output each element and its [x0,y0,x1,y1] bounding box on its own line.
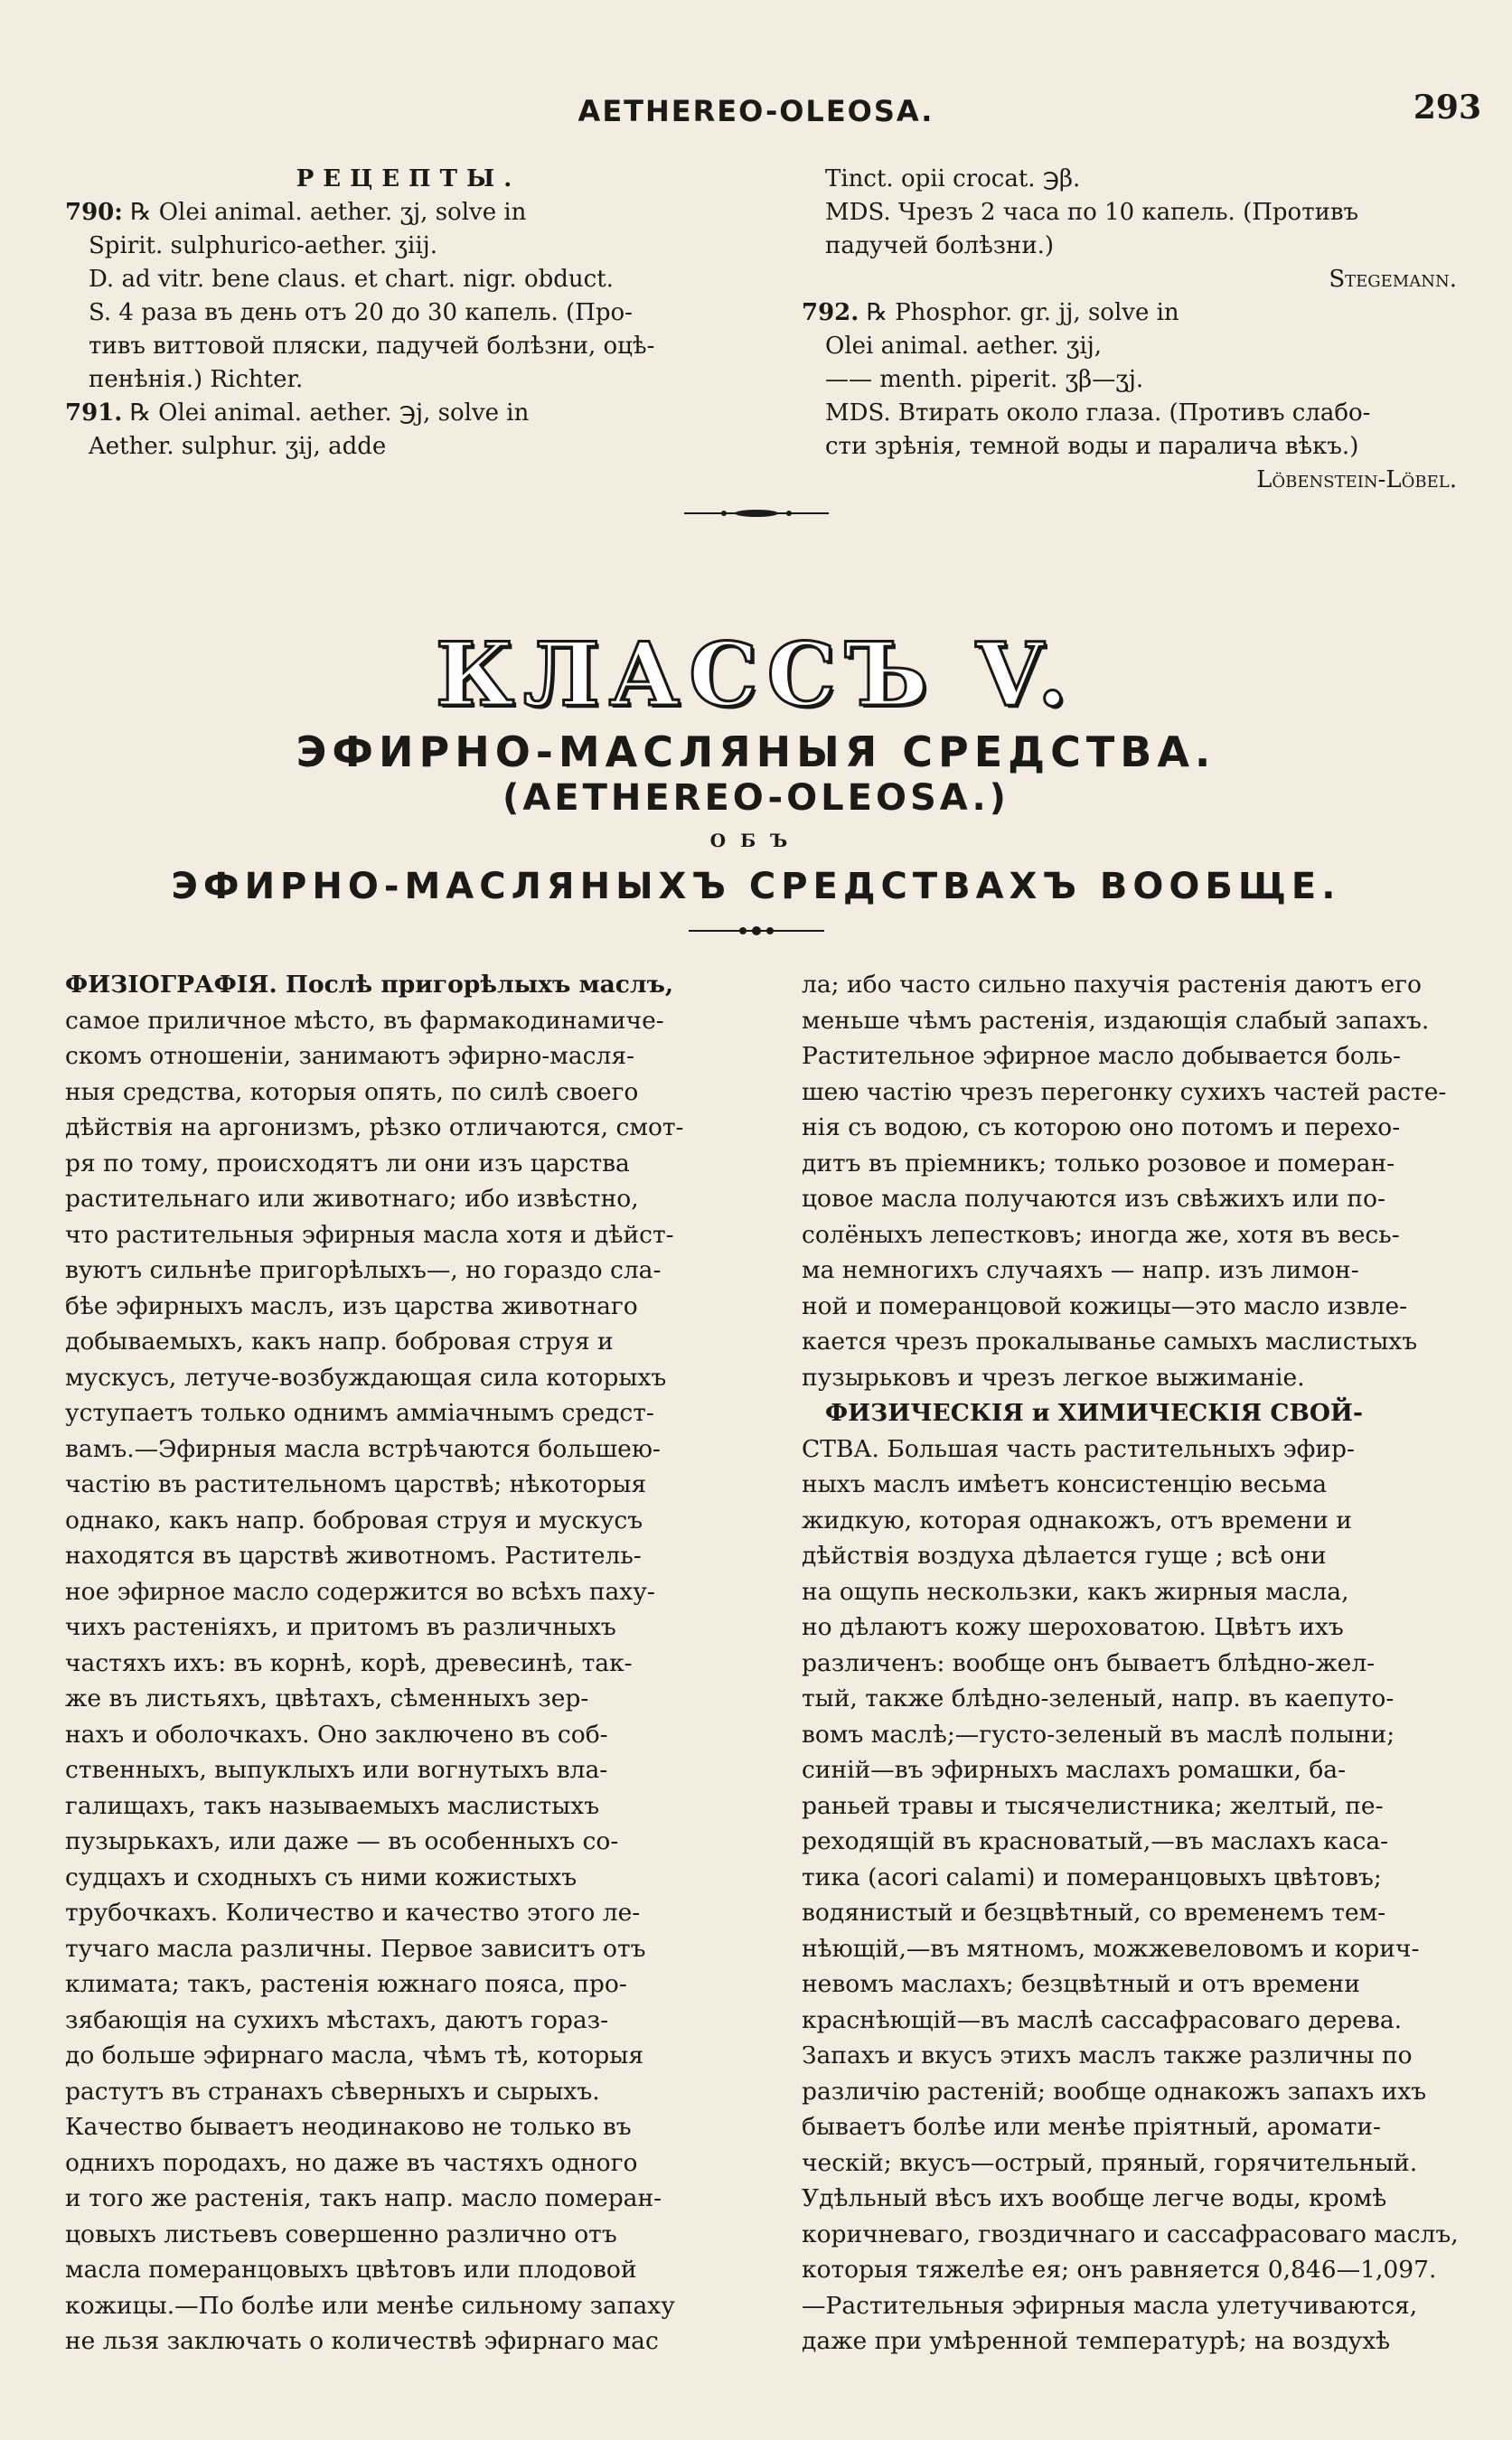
text-line [802,1431,1457,1468]
ornament-rule-icon [684,507,829,520]
line-text: ное эфирное масло содержится во всѣхъ паху- [65,1577,655,1606]
text-line [65,1752,752,1788]
line-text: трубочкахъ. Количество и качество этого ле- [65,1899,641,1927]
text-line [65,1146,752,1182]
recipes-section [65,163,1457,524]
line-text: растутъ въ странахъ сѣверныхъ и сырыхъ. [65,2077,600,2106]
text-line [802,1966,1457,2003]
recipe-number: 792. [802,299,859,326]
text-line [802,1038,1457,1075]
text-line [802,1395,1457,1431]
text-line [65,2003,752,2039]
text-line [65,2288,752,2324]
text-line [802,1717,1457,1753]
line-text: ℞ Olei animal. aether. ʒj, solve in [122,199,527,226]
recipes-heading: РЕЦЕПТЫ. [296,165,521,192]
line-text: Olei animal. aether. ʒij, [825,333,1103,360]
line-text: падучей болѣзни.) [825,232,1055,259]
text-line [65,1860,752,1896]
line-text: ственныхъ, выпуклыхъ или вогнутыхъ вла- [65,1756,608,1784]
line-text: самое приличное мѣсто, въ фармакодинамиче- [65,1006,664,1035]
line-text: кожицы.—По болѣе или менѣе сильному запаху [65,2291,675,2320]
text-line [65,1681,752,1717]
text-line [802,230,1457,263]
line-text: различенъ: вообще онъ бываетъ блѣдно-жел- [802,1648,1376,1677]
text-line [65,1431,752,1468]
text-line [802,2074,1457,2110]
line-text: даже при умѣренной температурѣ; на воздухѣ [802,2327,1391,2355]
text-line [65,296,752,330]
text-line [65,1003,752,1039]
text-line [65,1181,752,1217]
line-text: вуютъ сильнѣе пригорѣлыхъ—, но гораздо сла- [65,1256,662,1284]
line-text: скомъ отношеніи, занимаютъ эфирно-масля- [65,1042,634,1070]
line-text: краснѣющій—въ маслѣ сассафрасоваго дерева. [802,2005,1403,2034]
line-text: цовое масла получаются изъ свѣжихъ или по- [802,1185,1385,1213]
line-text: нія съ водою, съ которою оно потомъ и перехо- [802,1113,1401,1141]
text-line [802,2323,1457,2360]
line-text: раньей травы и тысячелистника; желтый, пе- [802,1791,1384,1820]
line-text: —— menth. piperit. ʒβ—ʒj. [825,366,1144,393]
line-text: чихъ растеніяхъ, и притомъ въ различныхъ [65,1613,616,1641]
line-text: ℞ Olei animal. aether. ℈j, solve in [122,399,530,427]
running-title: AETHEREO-OLEOSA. [578,94,934,128]
text-line [802,1646,1457,1682]
line-text: Spirit. sulphurico-aether. ʒiij. [89,232,437,259]
line-text: бѣе эфирныхъ маслъ, изъ царства животнаго [65,1291,638,1320]
line-text: СТВА. Большая часть растительныхъ эфир- [802,1434,1355,1463]
line-text: S. 4 раза въ день отъ 20 до 30 капель. (Про- [89,299,633,326]
text-line [65,196,752,230]
line-text: Качество бываетъ неодинаково не только въ [65,2113,632,2141]
line-text: частію въ растительномъ царствѣ; нѣкоторыя [65,1470,647,1498]
line-text: шею частію чрезъ перегонку сухихъ частей расте- [802,1077,1447,1106]
text-line [65,2038,752,2074]
text-line [65,363,752,397]
line-text: MDS. Втирать около глаза. (Противъ слабо- [825,399,1371,427]
line-text: галищахъ, такъ называемыхъ маслистыхъ [65,1791,600,1820]
line-text: ныя средства, которыя опять, по силѣ своего [65,1077,639,1106]
line-text: ФИЗИЧЕСКІЯ и ХИМИЧЕСКІЯ СВОЙ- [825,1399,1363,1427]
text-line [65,1646,752,1682]
text-line [802,1110,1457,1146]
line-text: ФИЗІОГРАФІЯ. Послѣ пригорѣлыхъ маслъ, [65,971,674,999]
body-text [65,967,1457,2413]
line-text: мускусъ, летуче-возбуждающая сила которыхъ [65,1363,667,1392]
text-line [65,1503,752,1539]
text-line [65,2217,752,2253]
text-line [65,1824,752,1860]
text-line [65,1289,752,1325]
line-text: добываемыхъ, какъ напр. бобровая струя и [65,1328,614,1356]
text-line [802,1788,1457,1825]
line-text: тучаго масла различны. Первое зависитъ отъ [65,1934,646,1963]
text-line [802,163,1457,196]
text-line [65,1395,752,1431]
recipes-right-column [802,163,1457,497]
line-text: жидкую, которая однакожъ, отъ времени и [802,1506,1352,1534]
line-text: тика (acori calami) и померанцовыхъ цвѣтовъ; [802,1863,1382,1891]
line-text: ря по тому, происходятъ ли они изъ царства [65,1149,630,1178]
line-text: невомъ маслахъ; безцвѣтный и отъ времени [802,1970,1360,1998]
text-line [65,430,752,464]
line-text: пузырьковъ и чрезъ легкое выжиманіе. [802,1363,1305,1392]
line-text: Запахъ и вкусъ этихъ маслъ также различны по [802,2041,1413,2069]
text-line [802,296,1457,330]
line-text: на ощупь нескользки, какъ жирныя масла, [802,1577,1349,1606]
text-line [802,1360,1457,1396]
line-text: которыя тяжелѣе ея; онъ равняется 0,846—1,097. [802,2256,1437,2284]
separator-ornament-2 [0,924,1512,941]
line-text: реходящій въ красноватый,—въ маслахъ каса- [802,1827,1389,1855]
line-text: уступаетъ только однимъ аммiачнымъ средст- [65,1399,654,1427]
line-text: ныхъ маслъ имѣетъ консистенцію весьма [802,1470,1328,1498]
line-text: Tinct. opii crocat. ℈β. [825,165,1081,192]
text-line [65,2252,752,2288]
text-line [802,2003,1457,2039]
line-text: нахъ и оболочкахъ. Оно заключено въ соб- [65,1720,608,1749]
line-text: до больше эфирнаго масла, чѣмъ тѣ, которыя [65,2041,644,2069]
line-text: вамъ.—Эфирныя масла встрѣчаются большею- [65,1434,661,1463]
text-line [802,2145,1457,2182]
text-line [802,1681,1457,1717]
line-text: частяхъ ихъ: въ корнѣ, корѣ, древесинѣ, так- [65,1648,633,1677]
text-line [65,330,752,363]
text-line [65,1538,752,1574]
text-line [802,1289,1457,1325]
text-line [802,1860,1457,1896]
line-text: солёныхъ лепестковъ; иногда же, хотя въ весь- [802,1220,1400,1249]
text-line [802,967,1457,1003]
text-line [65,1574,752,1610]
line-text: —Растительныя эфирныя масла улетучиваются, [802,2291,1418,2320]
line-text: MDS. Чрезъ 2 часа по 10 капель. (Противъ [825,199,1359,226]
line-text: не льзя заключать о количествѣ эфирнаго мас [65,2327,659,2355]
text-line [802,1574,1457,1610]
text-line [802,196,1457,230]
text-line [65,1788,752,1825]
line-text: Stegemann. [1329,266,1457,293]
line-text: Aether. sulphur. ʒij, adde [89,433,387,460]
text-line [802,2252,1457,2288]
line-text: тивъ виттовой пляски, падучей болѣзни, оцѣ- [89,333,655,360]
text-line [65,1038,752,1075]
line-text: цовыхъ листьевъ совершенно различно отъ [65,2219,617,2248]
recipes-left-column [65,163,752,464]
text-line [65,1467,752,1503]
text-line [802,1824,1457,1860]
text-line [65,2145,752,2182]
line-text: D. ad vitr. bene claus. et chart. nigr. obduct. [89,266,614,293]
text-line [802,1752,1457,1788]
line-text: вомъ маслѣ;—густо-зеленый въ маслѣ полыни; [802,1720,1395,1749]
line-text: и того же растенія, такъ напр. масло померан- [65,2184,662,2212]
text-line [802,430,1457,464]
text-line [802,2038,1457,2074]
line-text: сти зрѣнія, темной воды и паралича вѣкъ.) [825,433,1359,460]
line-text: же въ листьяхъ, цвѣтахъ, сѣменныхъ зер- [65,1685,589,1713]
recipe-number: 791. [65,399,123,427]
text-line [65,1360,752,1396]
text-line [65,397,752,430]
text-line [802,1538,1457,1574]
line-text: пузырькахъ, или даже — въ особенныхъ со- [65,1827,619,1855]
text-line [802,2288,1457,2324]
line-text: судцахъ и сходныхъ съ ними кожистыхъ [65,1863,578,1891]
text-line [802,263,1457,296]
line-text: ма немногихъ случаяхъ — напр. изъ лимон- [802,1256,1359,1284]
text-line [802,1324,1457,1360]
section-subtitle: ЭФИРНО-МАСЛЯНЫХЪ СРЕДСТВАХЪ ВООБЩЕ. [171,866,1341,907]
text-line [802,330,1457,363]
line-text: ной и померанцовой кожицы—это масло извле- [802,1291,1408,1320]
text-line [65,1253,752,1289]
text-line [802,1503,1457,1539]
line-text: ℞ Phosphor. gr. jj, solve in [859,299,1179,326]
line-text: масла померанцовыхъ цвѣтовъ или плодовой [65,2256,637,2284]
text-line [65,2323,752,2360]
line-text: растительнаго или животнаго; ибо извѣстно, [65,1185,639,1213]
running-header [0,87,1512,141]
line-text: Растительное эфирное масло добывается боль- [802,1042,1402,1070]
text-line [802,2109,1457,2145]
text-line [65,230,752,263]
text-line [65,1110,752,1146]
section-latin-title: (AETHEREO-OLEOSA.) [502,777,1010,819]
text-line [65,1609,752,1646]
line-text: синій—въ эфирныхъ маслахъ ромашки, ба- [802,1756,1347,1784]
text-line [802,1146,1457,1182]
class-heading: КЛАССЪ V. [435,624,1077,726]
line-text: меньше чѣмъ растенія, издающія слабый запахъ. [802,1006,1430,1035]
text-line [802,464,1457,497]
ornament-rule-icon [689,924,824,937]
text-line [65,1931,752,1967]
text-line [65,1324,752,1360]
text-line [65,2181,752,2217]
line-text: зябающія на сухихъ мѣстахъ, даютъ гораз- [65,2005,609,2034]
page-number: 293 [1413,89,1481,127]
body-right-column [802,967,1457,2360]
text-line [802,363,1457,397]
text-line [65,1217,752,1253]
line-text: различію растеній; вообще однакожъ запахъ ихъ [802,2077,1427,2106]
text-line [802,1181,1457,1217]
text-line [65,1717,752,1753]
body-left-column [65,967,752,2360]
text-line [65,2074,752,2110]
text-line [802,1217,1457,1253]
section-preposition: ОБЪ [709,830,803,851]
line-text: водянистый и безцвѣтный, со временемъ тем- [802,1899,1386,1927]
text-line [802,1895,1457,1931]
line-text: дѣйствія воздуха дѣлается гуще ; всѣ они [802,1542,1327,1570]
line-text: ла; ибо часто сильно пахучія растенія даютъ его [802,971,1422,999]
text-line [65,1966,752,2003]
recipe-number: 790: [65,199,123,226]
text-line [802,1003,1457,1039]
text-line [802,1075,1457,1111]
line-text: однихъ породахъ, но даже въ частяхъ одного [65,2148,638,2177]
text-line [65,2109,752,2145]
text-line [65,263,752,296]
line-text: что растительныя эфирныя масла хотя и дѣйст- [65,1220,674,1249]
text-line [802,1467,1457,1503]
text-line [65,1895,752,1931]
line-text: однако, какъ напр. бобровая струя и мускусъ [65,1506,643,1534]
line-text: нѣющій,—въ мятномъ, можжевеловомъ и корич- [802,1934,1420,1963]
line-text: но дѣлаютъ кожу шероховатою. Цвѣтъ ихъ [802,1613,1344,1641]
text-line [802,1609,1457,1646]
text-line [802,2217,1457,2253]
separator-ornament-1 [0,506,1512,523]
text-line [65,967,752,1003]
text-line [802,1931,1457,1967]
text-line [65,1075,752,1111]
line-text: находятся въ царствѣ животномъ. Раститель- [65,1542,642,1570]
line-text: Löbenstein-Löbel. [1256,466,1457,493]
line-text: бываетъ болѣе или менѣе пріятный, аромати- [802,2113,1381,2141]
line-text: ческій; вкусъ—острый, пряный, горячительный. [802,2148,1418,2177]
line-text: коричневаго, гвоздичнаго и сассафрасоваго маслъ, [802,2219,1459,2248]
line-text: климата; такъ, растенія южнаго пояса, про- [65,1970,627,1998]
line-text: тый, также блѣдно-зеленый, напр. въ каепуто- [802,1685,1395,1713]
section-title: ЭФИРНО-МАСЛЯНЫЯ СРЕДСТВА. [296,727,1216,776]
line-text: пенѣнія.) Richter. [89,366,304,393]
line-text: дѣйствія на аргонизмъ, рѣзко отличаются, смот- [65,1113,684,1141]
text-line [802,1253,1457,1289]
text-line [802,397,1457,430]
line-text: Удѣльный вѣсъ ихъ вообще легче воды, кромѣ [802,2184,1387,2212]
line-text: кается чрезъ прокалыванье самыхъ маслистыхъ [802,1328,1418,1356]
line-text: дитъ въ пріемникъ; только розовое и померан- [802,1149,1395,1178]
text-line [802,2181,1457,2217]
